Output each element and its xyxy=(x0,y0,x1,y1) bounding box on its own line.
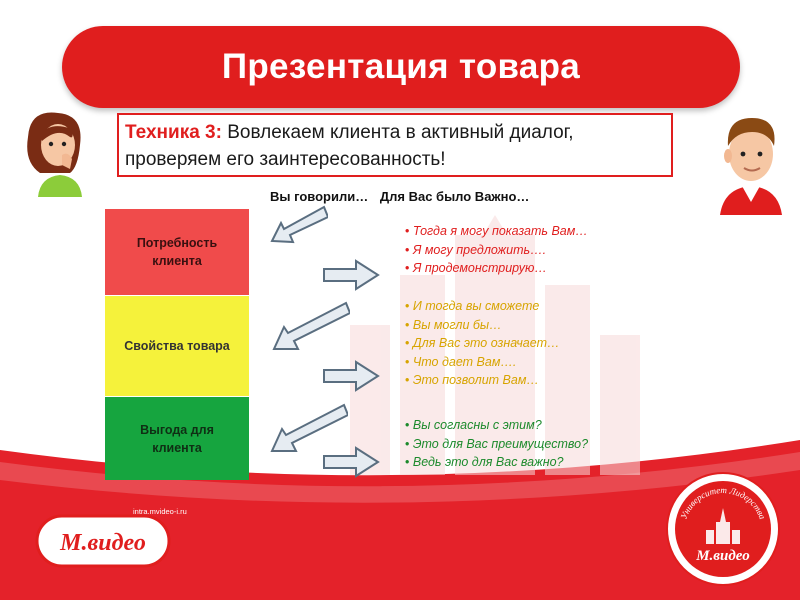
arrow-right-icon xyxy=(322,259,380,291)
arrow-right-icon xyxy=(322,360,380,392)
arrow-left-icon xyxy=(268,205,328,247)
block-label: Свойства товара xyxy=(124,339,230,353)
list-item: • Это для Вас преимущество? xyxy=(405,435,588,454)
list-item: • Ведь это для Вас важно? xyxy=(405,453,588,472)
block-product-features xyxy=(105,296,249,396)
arrow-right-icon xyxy=(322,446,380,478)
title-bar xyxy=(62,26,740,108)
list-item: • И тогда вы сможете xyxy=(405,297,559,316)
technique-text-line2: проверяем его заинтересованность! xyxy=(125,149,446,170)
technique-text-line1: Вовлекаем клиента в активный диалог, xyxy=(221,122,574,143)
subheader-important: Для Вас было Важно… xyxy=(379,189,530,204)
woman-illustration xyxy=(10,107,110,197)
list-item: • Тогда я могу показать Вам… xyxy=(405,222,588,241)
list-item: • Вы могли бы… xyxy=(405,316,559,335)
subheader-you-said: Вы говорили… xyxy=(270,189,369,204)
column-subheader xyxy=(270,189,529,204)
phrase-list-features xyxy=(405,297,559,390)
block-customer-benefit xyxy=(105,397,249,480)
list-item: • Что дает Вам…. xyxy=(405,353,559,372)
list-item: • Я продемонстрирую… xyxy=(405,259,588,278)
seal-brand: М.видео xyxy=(696,548,750,564)
list-item: • Я могу предложить…. xyxy=(405,241,588,260)
man-illustration xyxy=(706,110,796,215)
list-item: • Вы согласны с этим? xyxy=(405,416,588,435)
technique-lead: Техника 3: xyxy=(125,122,222,143)
block-label: Потребность клиента xyxy=(136,236,218,268)
mvideo-logo xyxy=(35,506,195,570)
arrow-left-icon xyxy=(270,301,350,355)
block-label: Выгода для клиента xyxy=(140,422,214,455)
leadership-university-seal xyxy=(664,470,782,588)
seal-arc-text: Университет Лидерства xyxy=(678,484,768,521)
list-item: • Для Вас это означает… xyxy=(405,334,559,353)
phrase-list-benefit xyxy=(405,416,588,472)
list-item: • Это позволит Вам… xyxy=(405,371,559,390)
block-customer-need xyxy=(105,209,249,295)
logo-url: intra.mvideo-i.ru xyxy=(133,507,187,516)
logo-brand: М.видео xyxy=(60,530,146,556)
technique-box xyxy=(117,113,673,177)
phrase-list-need xyxy=(405,222,588,278)
page-title: Презентация товара xyxy=(221,47,581,86)
